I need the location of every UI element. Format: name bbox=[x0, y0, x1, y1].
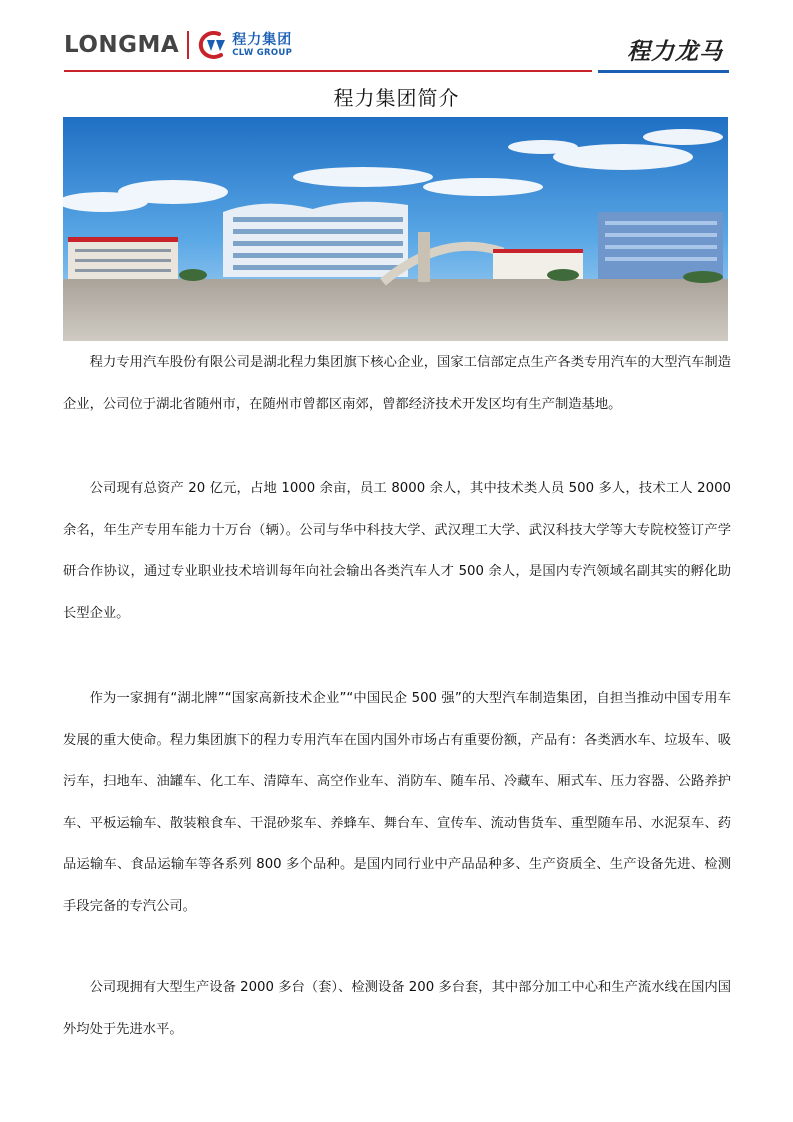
document-title: 程力集团简介 bbox=[333, 86, 460, 110]
assets-paragraph bbox=[63, 468, 731, 634]
paragraph-2: 公司现有总资产 20 亿元，占地 1000 余亩，员工 8000 余人，其中技术类人员 500 多人，技术工人 2000 余名，年生产专用车能力十万台（辆）。公司与华中科技大学、武汉理工大学、武汉科技大学等大专院校签订产学研合作协议，通过专业职业技术培训每年向社会输出各类汽车人才 500 余人，是国内专汽领域名副其实的孵化助长型企业。 bbox=[63, 481, 731, 621]
products-paragraph bbox=[63, 678, 731, 927]
header-rule-red bbox=[64, 70, 592, 72]
brand-logos bbox=[64, 30, 292, 60]
longma-logo: LONGMA bbox=[64, 32, 180, 58]
clw-logo-icon bbox=[195, 30, 229, 60]
chengli-longma-logo: 程力龙马 bbox=[627, 39, 723, 65]
clw-wordmark bbox=[232, 33, 292, 58]
paragraph-4: 公司现拥有大型生产设备 2000 多台（套）、检测设备 200 多台套，其中部分加工中心和生产流水线在国内国外均处于先进水平。 bbox=[63, 980, 731, 1037]
clw-name-cn: 程力集团 bbox=[232, 31, 293, 48]
paragraph-1: 程力专用汽车股份有限公司是湖北程力集团旗下核心企业，国家工信部定点生产各类专用汽车的大型汽车制造企业，公司位于湖北省随州市，在随州市曾都区南郊，曾都经济技术开发区均有生产制造基地。 bbox=[63, 355, 731, 412]
logo-divider bbox=[187, 31, 189, 59]
equipment-paragraph bbox=[63, 967, 731, 1050]
header-rule-blue bbox=[598, 70, 729, 73]
intro-paragraph bbox=[63, 342, 731, 425]
page-header bbox=[0, 0, 793, 80]
clw-name-en: CLW GROUP bbox=[232, 47, 293, 58]
paragraph-3: 作为一家拥有“湖北牌”“国家高新技术企业”“中国民企 500 强”的大型汽车制造集团，自担当推动中国专用车发展的重大使命。程力集团旗下的程力专用汽车在国内国外市场占有重要份额，产品有：各类洒水车、垃圾车、吸污车，扫地车、油罐车、化工车、清障车、高空作业车、消防车、随车吊、冷藏车、厢式车、压力容器、公路养护车、平板运输车、散装粮食车、干混砂浆车、养蜂车、舞台车、宣传车、流动售货车、重型随车吊、水泥泵车、药品运输车、食品运输车等各系列 800 多个品种。是国内同行业中产品品种多、生产资质全、生产设备先进、检测手段完备的专汽公司。 bbox=[63, 691, 731, 914]
factory-panorama-photo bbox=[63, 117, 728, 341]
